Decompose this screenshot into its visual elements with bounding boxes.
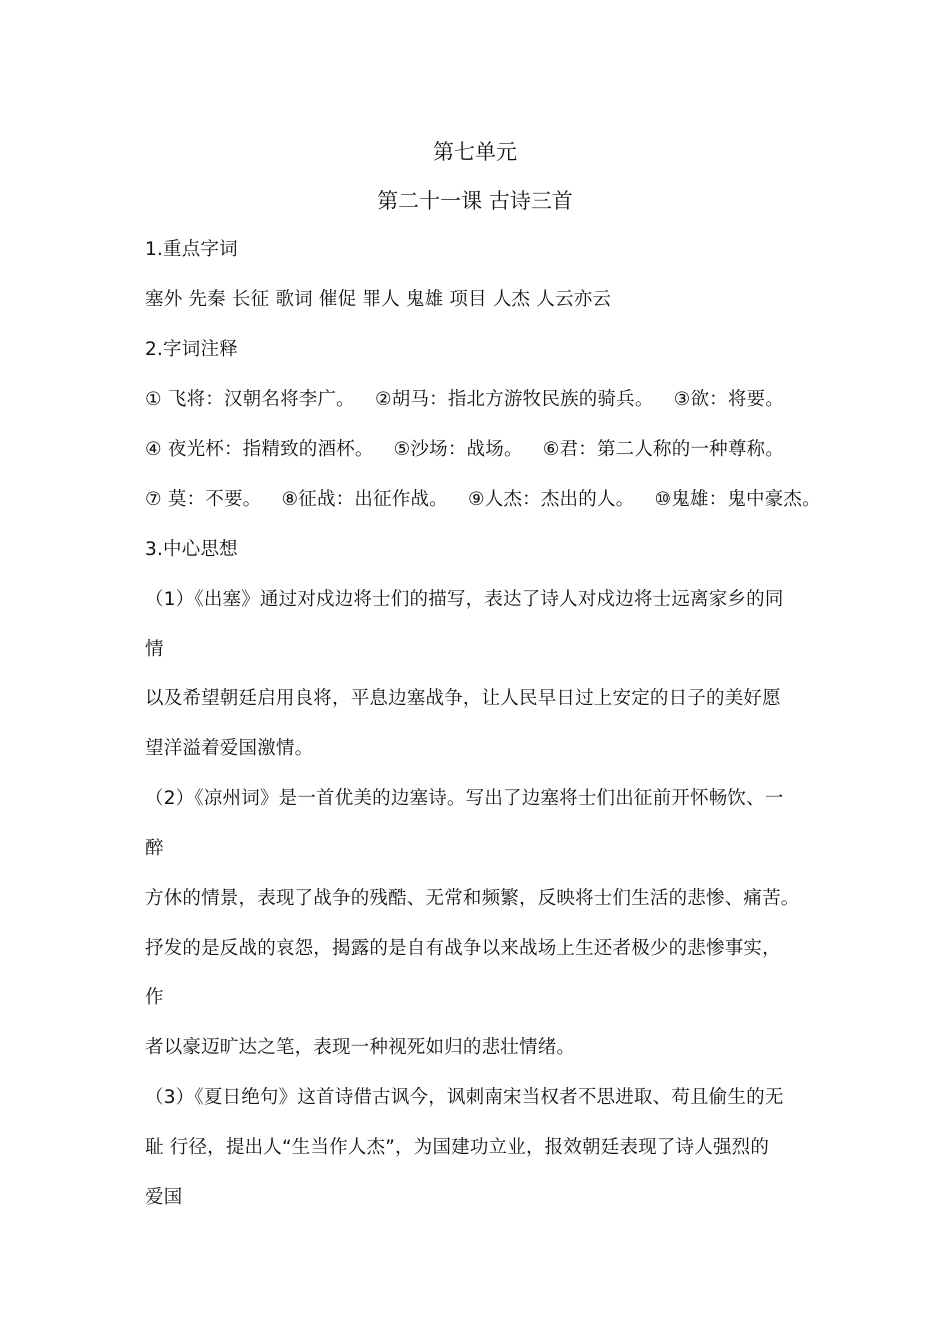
paragraph-line: 作 <box>145 987 164 1008</box>
paragraph-line: 抒发的是反战的哀怨，揭露的是自有战争以来战场上生还者极少的悲惨事实， <box>145 938 781 959</box>
lesson-title: 第二十一课 古诗三首 <box>377 189 573 213</box>
paragraph-line: 醉 <box>145 838 164 859</box>
paragraph-line: （2）《凉州词》是一首优美的边塞诗。写出了边塞将士们出征前开怀畅饮、一 <box>145 788 784 809</box>
annotation-row <box>145 436 784 464</box>
paragraph-line: （3）《夏日绝句》这首诗借古讽今，讽刺南宋当权者不思进取、苟且偷生的无 <box>145 1087 784 1108</box>
annotation-item: ②胡马：指北方游牧民族的骑兵。 <box>374 389 654 410</box>
paragraph-line: 以及希望朝廷启用良将，平息边塞战争，让人民早日过上安定的日子的美好愿 <box>145 688 781 709</box>
paragraph-line: 方休的情景，表现了战争的残酷、无常和频繁，反映将士们生活的悲惨、痛苦。 <box>145 888 800 909</box>
annotation-item: ① 飞将：汉朝名将李广。 <box>145 389 355 410</box>
paragraph-line: 情 <box>145 639 164 660</box>
section-heading-central-idea: 3.中心思想 <box>145 539 238 560</box>
section-heading-annotations: 2.字词注释 <box>145 339 238 360</box>
unit-title: 第七单元 <box>433 140 517 164</box>
annotation-item: ⑧征战：出征作战。 <box>281 489 448 510</box>
annotation-item: ⑩鬼雄：鬼中豪杰。 <box>654 489 821 510</box>
paragraph-line: 耻 行径，提出人“生当作人杰”，为国建功立业，报效朝廷表现了诗人强烈的 <box>145 1137 770 1158</box>
annotation-row <box>145 386 784 414</box>
annotation-item: ⑥君：第二人称的一种尊称。 <box>542 439 784 460</box>
annotation-item: ⑨人杰：杰出的人。 <box>467 489 635 510</box>
key-words-list: 塞外 先秦 长征 歌词 催促 罪人 鬼雄 项目 人杰 人云亦云 <box>145 289 612 310</box>
annotation-item: ⑤沙场：战场。 <box>393 439 523 460</box>
annotation-item: ⑦ 莫：不要。 <box>145 489 262 510</box>
paragraph-line: 爱国 <box>145 1187 183 1208</box>
paragraph-line: （1）《出塞》通过对戍边将士们的描写，表达了诗人对戍边将士远离家乡的同 <box>145 589 784 610</box>
paragraph-line: 望洋溢着爱国激情。 <box>145 738 314 759</box>
annotation-row <box>145 486 821 514</box>
annotation-item: ④ 夜光杯：指精致的酒杯。 <box>145 439 374 460</box>
paragraph-line: 者以豪迈旷达之笔，表现一种视死如归的悲壮情绪。 <box>145 1037 576 1058</box>
annotation-item: ③欲：将要。 <box>673 389 784 410</box>
section-heading-key-words: 1.重点字词 <box>145 239 238 260</box>
